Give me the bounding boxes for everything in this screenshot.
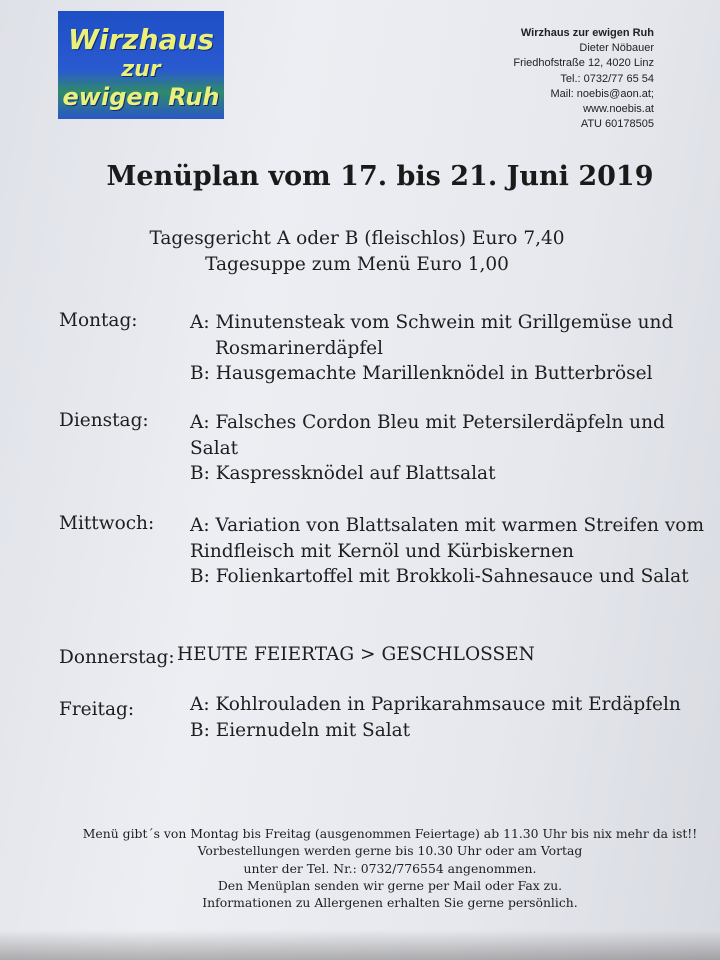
dish-b: B: Hausgemachte Marillenknödel in Butterbrösel: [190, 363, 653, 384]
price-line-1: Tagesgericht A oder B (fleischlos) Euro 7,40: [149, 228, 565, 249]
footer-line-4: Den Menüplan senden wir gerne per Mail oder Fax zu.: [217, 877, 563, 893]
contact-web: www.noebis.at: [583, 103, 654, 116]
contact-owner: Dieter Nöbauer: [579, 42, 654, 55]
price-line-2: Tagesuppe zum Menü Euro 1,00: [205, 254, 509, 275]
logo-line-3: ewigen Ruh: [62, 83, 220, 111]
dish-a-line-1: A: Minutensteak vom Schwein mit Grillgemüse und: [190, 312, 674, 333]
dish-a-line-2: Salat: [190, 437, 239, 459]
dishes-wednesday: [190, 513, 710, 590]
dish-a-line-2: Rosmarinerdäpfel: [215, 337, 384, 359]
dish-a: A: Kohlrouladen in Paprikarahmsauce mit Erdäpfeln: [190, 694, 681, 715]
day-label-friday: Freitag:: [59, 699, 135, 720]
paper-shadow: [0, 930, 720, 960]
day-label-monday: Montag:: [59, 310, 138, 331]
contact-name: Wirzhaus zur ewigen Ruh: [520, 27, 654, 39]
page-title: Menüplan vom 17. bis 21. Juni 2019: [106, 161, 654, 192]
restaurant-logo: [58, 11, 224, 119]
contact-block: [513, 26, 654, 132]
dish-a-line-1: A: Variation von Blattsalaten mit warmen Streifen vom: [190, 515, 704, 536]
dish-b: B: Folienkartoffel mit Brokkoli-Sahnesauce und Salat: [190, 566, 689, 587]
contact-atu: ATU 60178505: [580, 118, 654, 131]
day-label-tuesday: Dienstag:: [59, 410, 149, 431]
logo-line-1: Wirzhaus: [67, 23, 214, 56]
footer-line-1: Menü gibt´s von Montag bis Freitag (ausgenommen Feiertage) ab 11.30 Uhr bis nix mehr da ist!!: [82, 826, 698, 841]
footer-line-5: Informationen zu Allergenen erhalten Sie gerne persönlich.: [202, 895, 578, 911]
footer-line-3: unter der Tel. Nr.: 0732/776554 angenommen.: [243, 860, 537, 876]
logo-line-2: zur: [121, 57, 161, 82]
dishes-monday: [190, 310, 710, 387]
dish-a-line-2: Rindfleisch mit Kernöl und Kürbiskernen: [190, 540, 574, 562]
day-label-thursday: Donnerstag:: [59, 647, 175, 668]
contact-address: Friedhofstraße 12, 4020 Linz: [513, 57, 654, 70]
contact-phone: Tel.: 0732/77 65 54: [560, 72, 654, 85]
footer-notes: [0, 825, 720, 911]
dish-b: B: Kaspressknödel auf Blattsalat: [190, 463, 496, 484]
footer-line-2: Vorbestellungen werden gerne bis 10.30 Uhr oder am Vortag: [197, 843, 583, 859]
contact-mail: Mail: noebis@aon.at;: [550, 87, 654, 100]
price-info: [0, 226, 714, 278]
dish-b: B: Eiernudeln mit Salat: [190, 719, 411, 741]
dishes-tuesday: [190, 410, 710, 487]
dish-a-line-1: A: Falsches Cordon Bleu mit Petersilerdäpfeln und: [190, 412, 665, 433]
dishes-friday: [190, 692, 710, 743]
day-label-wednesday: Mittwoch:: [59, 513, 155, 534]
closed-note-thursday: HEUTE FEIERTAG > GESCHLOSSEN: [177, 644, 535, 665]
